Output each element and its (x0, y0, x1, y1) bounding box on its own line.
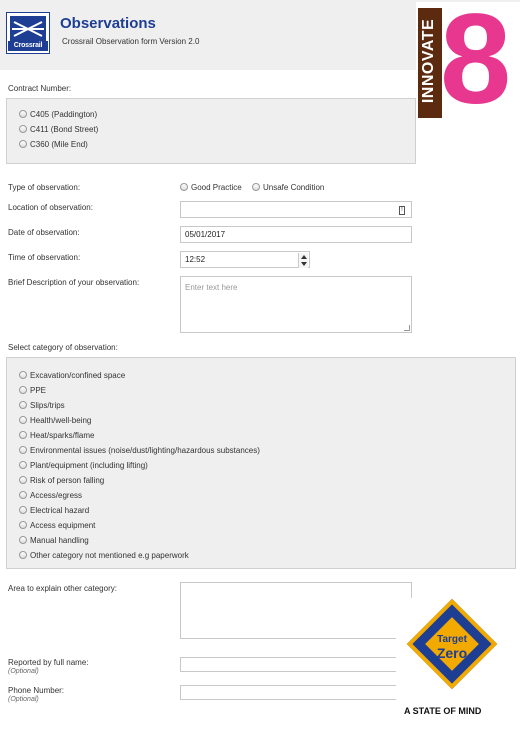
reporter-label: Reported by full name: (8, 658, 89, 667)
category-radio-access-egress[interactable] (19, 491, 27, 499)
contract-panel (6, 98, 416, 164)
reporter-input[interactable] (180, 657, 412, 672)
category-option-electrical: Electrical hazard (30, 506, 90, 515)
category-radio-falling[interactable] (19, 476, 27, 484)
resize-handle-icon[interactable] (404, 325, 410, 331)
innovate-8-banner (416, 2, 520, 164)
category-option-access-equipment: Access equipment (30, 521, 96, 530)
category-radio-electrical[interactable] (19, 506, 27, 514)
category-label: Select category of observation: (8, 343, 118, 352)
phone-optional: (Optional) (8, 696, 39, 703)
type-radio-good-practice[interactable] (180, 183, 188, 191)
crossrail-logo (6, 12, 50, 54)
contract-radio-c411[interactable] (19, 125, 27, 133)
category-option-falling: Risk of person falling (30, 476, 105, 485)
type-label: Type of observation: (8, 183, 81, 192)
target-zero-line2: Zero (436, 645, 468, 661)
category-radio-manual-handling[interactable] (19, 536, 27, 544)
category-radio-plant[interactable] (19, 461, 27, 469)
target-zero-line1: Target (437, 634, 467, 645)
time-value: 12:52 (185, 255, 206, 264)
category-radio-environmental[interactable] (19, 446, 27, 454)
contract-label: Contract Number: (8, 84, 72, 93)
type-option-unsafe-condition: Unsafe Condition (263, 183, 325, 192)
type-radio-unsafe-condition[interactable] (252, 183, 260, 191)
type-option-good-practice: Good Practice (191, 183, 242, 192)
date-label: Date of observation: (8, 228, 80, 237)
other-label: Area to explain other category: (8, 584, 117, 593)
category-radio-access-equipment[interactable] (19, 521, 27, 529)
other-textarea[interactable] (180, 582, 412, 639)
category-option-health: Health/well-being (30, 416, 92, 425)
page-title: Observations (60, 15, 156, 32)
phone-label: Phone Number: (8, 686, 65, 695)
target-zero-tagline: A STATE OF MIND (404, 706, 482, 716)
location-label: Location of observation: (8, 203, 93, 212)
phone-input[interactable] (180, 685, 412, 700)
time-label: Time of observation: (8, 253, 81, 262)
location-picker-icon[interactable]: ! (399, 206, 405, 215)
time-spinner[interactable] (298, 253, 308, 268)
reporter-optional: (Optional) (8, 668, 39, 675)
target-zero-badge (396, 598, 520, 738)
contract-radio-c405[interactable] (19, 110, 27, 118)
description-placeholder: Enter text here (185, 283, 238, 292)
category-option-heat: Heat/sparks/flame (30, 431, 95, 440)
category-option-other: Other category not mentioned e.g paperwork (30, 551, 189, 560)
spin-down-icon[interactable] (301, 262, 307, 266)
category-option-slips: Slips/trips (30, 401, 65, 410)
category-radio-health[interactable] (19, 416, 27, 424)
category-option-ppe: PPE (30, 386, 47, 395)
category-radio-excavation[interactable] (19, 371, 27, 379)
innovate-number: 8 (440, 0, 512, 131)
crossrail-roundel-icon (10, 16, 46, 42)
date-input[interactable] (180, 226, 412, 243)
spin-up-icon[interactable] (301, 255, 307, 259)
description-label: Brief Description of your observation: (8, 278, 140, 287)
category-panel (6, 357, 516, 569)
location-input[interactable] (180, 201, 412, 218)
category-option-manual-handling: Manual handling (30, 536, 89, 545)
contract-option-c360: C360 (Mile End) (30, 140, 88, 149)
category-radio-other[interactable] (19, 551, 27, 559)
date-value: 05/01/2017 (185, 230, 226, 239)
time-input[interactable] (180, 251, 310, 268)
description-textarea[interactable] (180, 276, 412, 333)
category-option-plant: Plant/equipment (including lifting) (30, 461, 148, 470)
category-radio-heat[interactable] (19, 431, 27, 439)
category-radio-ppe[interactable] (19, 386, 27, 394)
contract-radio-c360[interactable] (19, 140, 27, 148)
page-subtitle: Crossrail Observation form Version 2.0 (62, 37, 200, 46)
logo-text: Crossrail (8, 41, 48, 51)
category-option-environmental: Environmental issues (noise/dust/lighting/hazardous substances) (30, 446, 260, 455)
category-option-excavation: Excavation/confined space (30, 371, 126, 380)
category-radio-slips[interactable] (19, 401, 27, 409)
category-option-access-egress: Access/egress (30, 491, 83, 500)
contract-option-c411: C411 (Bond Street) (30, 125, 99, 134)
contract-option-c405: C405 (Paddington) (30, 110, 98, 119)
innovate-word: INNOVATE (418, 8, 442, 118)
